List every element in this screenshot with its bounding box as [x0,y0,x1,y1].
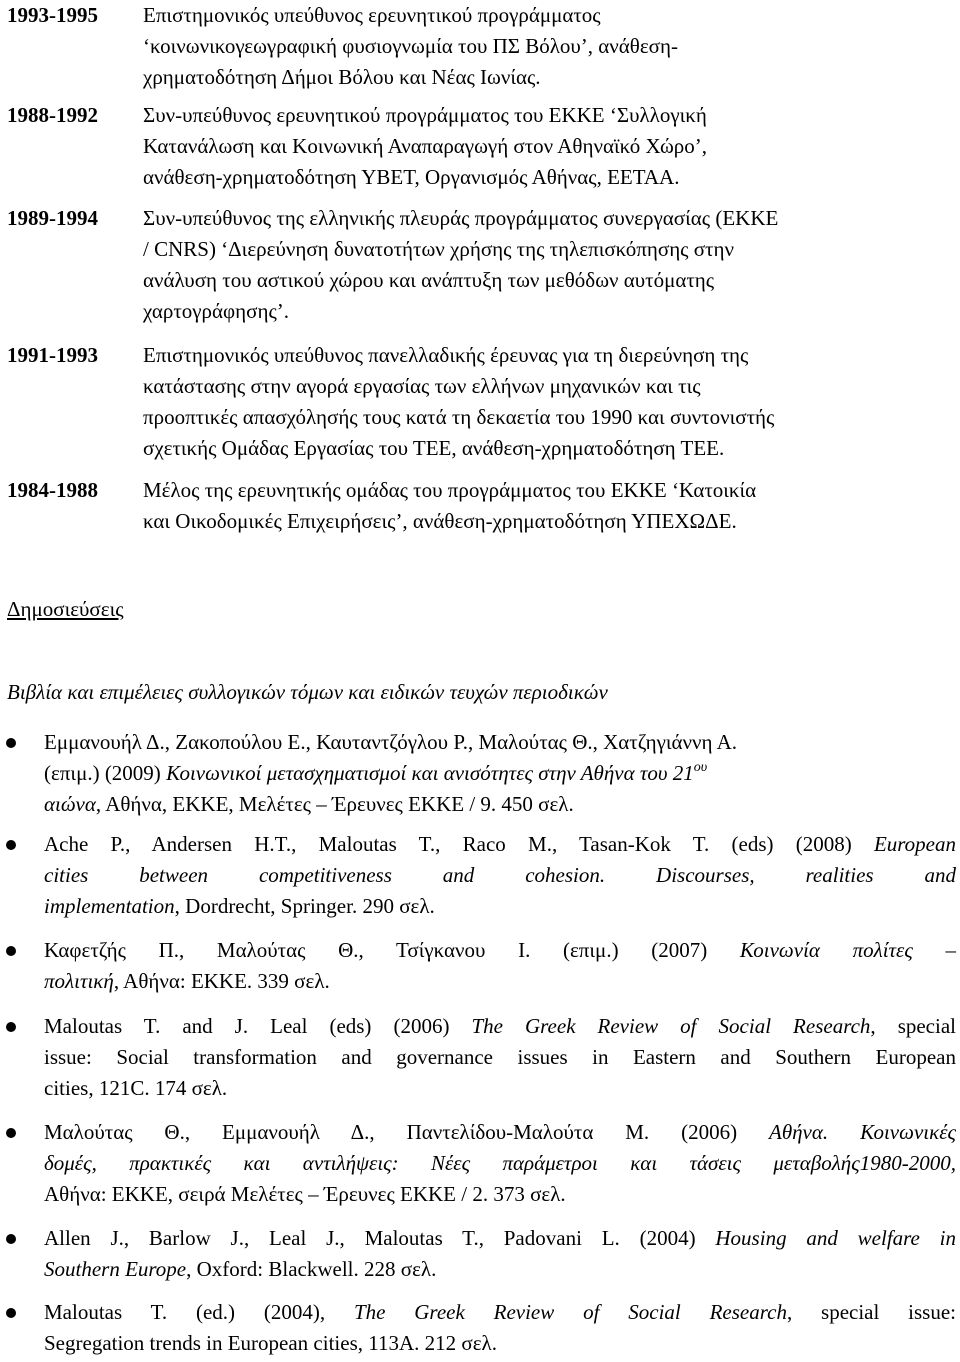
publication-line [44,1254,956,1285]
publication-line: issue: Social transformation and governance issues in Eastern and Southern European [44,1045,956,1069]
publication-title: δομές, πρακτικές και αντιλήψεις: Νέες παράμετροι και τάσεις μεταβολής1980-2000, [44,1151,956,1175]
project-line: και Οικοδομικές Επιχειρήσεις’, ανάθεση-χρηματοδότηση ΥΠΕΧΩΔΕ. [143,509,737,533]
publication-line [44,1117,956,1148]
publication-line [44,789,956,820]
publication-line [44,758,956,789]
project-line: προοπτικές απασχόλησής τους κατά τη δεκαετία του 1990 και συντονιστής [143,405,775,429]
publication-text [44,727,956,820]
bullet-icon [6,1022,16,1032]
publication-text [44,829,956,922]
project-description [143,100,948,193]
publication-title: Housing and welfare in [715,1226,957,1250]
publication-text-part: Καφετζής Π., Μαλούτας Θ., Τσίγκανου Ι. (επιμ.) (2007) [44,938,740,962]
project-line: Επιστημονικός υπεύθυνος πανελλαδικής έρευνας για τη διερεύνηση της [143,343,749,367]
publication-line [44,935,956,966]
publication-line: Εμμανουήλ Δ., Ζακοπούλου Ε., Καυταντζόγλου Ρ., Μαλούτας Θ., Χατζηγιάννη Α. [44,730,737,754]
publication-title: Κοινωνικοί μετασχηματισμοί και ανισότητες στην Αθήνα του 21 [166,761,694,785]
publication-line: Segregation trends in European cities, 113A. 212 σελ. [44,1331,497,1355]
project-line: ‘κοινωνικογεωγραφική φυσιογνωμία του ΠΣ Βόλου’, ανάθεση- [143,34,678,58]
project-line: Συν-υπεύθυνος ερευνητικού προγράμματος του ΕΚΚΕ ‘Συλλογική [143,103,707,127]
publication-line [44,1148,956,1179]
publication-title: implementation [44,894,175,918]
project-description [143,340,948,464]
publication-text [44,1117,956,1210]
project-description [143,203,948,327]
bullet-icon [6,1308,16,1318]
publication-text-part: , Oxford: Blackwell. 228 σελ. [186,1257,437,1281]
publication-title: Κοινωνία πολίτες – [739,938,957,962]
books-subheading: Βιβλία και επιμέλειες συλλογικών τόμων και ειδικών τευχών περιοδικών [7,680,608,704]
project-line: Συν-υπεύθυνος της ελληνικής πλευράς προγράμματος συνεργασίας (ΕΚΚΕ [143,206,779,230]
publication-title: The Greek Review of Social Research [353,1300,787,1324]
project-line: χαρτογράφησης’. [143,299,290,323]
project-line: ανάθεση-χρηματοδότηση ΥΒΕΤ, Οργανισμός Αθήνας, ΕΕΤΑΑ. [143,165,680,189]
project-line: σχετικής Ομάδας Εργασίας του ΤΕΕ, ανάθεση-χρηματοδότηση ΤΕΕ. [143,436,725,460]
publication-text-part: , special issue: [786,1300,957,1324]
publication-line [44,966,956,997]
publication-title: αιώνα [44,792,96,816]
publication-text-part: , special [870,1014,956,1038]
project-years: 1993-1995 [7,3,98,27]
publication-text-part: , Αθήνα, ΕΚΚΕ, Μελέτες – Έρευνες ΕΚΚΕ / 9. 450 σελ. [95,792,574,816]
project-line: Κατανάλωση και Κοινωνική Αναπαραγωγή στον Αθηναϊκό Χώρο’, [143,134,708,158]
project-years: 1989-1994 [7,206,98,230]
publication-line [44,1223,956,1254]
project-line: / CNRS) ‘Διερεύνηση δυνατοτήτων χρήσης της τηλεπισκόπησης στην [143,237,734,261]
publication-title: πολιτική [44,969,114,993]
project-years: 1988-1992 [7,103,98,127]
bullet-icon [6,738,16,748]
project-line: Επιστημονικός υπεύθυνος ερευνητικού προγράμματος [143,3,601,27]
bullet-icon [6,1128,16,1138]
publication-text-part: (επιμ.) (2009) [44,761,167,785]
project-line: χρηματοδότηση Δήμοι Βόλου και Νέας Ιωνίας. [143,65,541,89]
project-years: 1984-1988 [7,478,98,502]
publication-line: cities, 121C. 174 σελ. [44,1076,228,1100]
superscript: ου [693,760,708,775]
publication-title: European [873,832,956,856]
publication-text [44,935,956,997]
publications-heading: Δημοσιεύσεις [7,597,124,621]
publication-title: The Greek Review of Social Research [471,1014,871,1038]
publication-text [44,1011,956,1104]
project-description [143,0,948,93]
project-line: Μέλος της ερευνητικής ομάδας του προγράμματος του ΕΚΚΕ ‘Κατοικία [143,478,757,502]
publication-line [44,891,956,922]
publication-title: Αθήνα. Κοινωνικές [769,1120,956,1144]
publication-line [44,1297,956,1328]
publication-text-part: Maloutas T. (ed.) (2004), [44,1300,354,1324]
publication-text-part: , Αθήνα: ΕΚΚΕ. 339 σελ. [113,969,330,993]
publication-text-part: Maloutas T. and J. Leal (eds) (2006) [44,1014,472,1038]
publication-text-part: Ache P., Andersen H.T., Maloutas T., Raco M., Tasan-Kok T. (eds) (2008) [44,832,874,856]
publication-text-part: , Dordrecht, Springer. 290 σελ. [174,894,435,918]
project-line: ανάλυση του αστικού χώρου και ανάπτυξη των μεθόδων αυτόματης [143,268,715,292]
project-line: κατάστασης στην αγορά εργασίας των ελλήνων μηχανικών και τις [143,374,701,398]
bullet-icon [6,840,16,850]
publication-line [44,860,956,891]
publication-line [44,1011,956,1042]
bullet-icon [6,1234,16,1244]
publication-title: cities between competitiveness and cohesion. Discourses, realities and [44,863,956,887]
project-years: 1991-1993 [7,343,98,367]
publication-text-part: Allen J., Barlow J., Leal J., Maloutas T., Padovani L. (2004) [44,1226,716,1250]
bullet-icon [6,946,16,956]
publication-line [44,829,956,860]
publication-title: Southern Europe [44,1257,187,1281]
publication-text [44,1223,956,1285]
project-description [143,475,948,537]
publication-line: Αθήνα: ΕΚΚΕ, σειρά Μελέτες – Έρευνες ΕΚΚΕ / 2. 373 σελ. [44,1182,566,1206]
publication-text-part: Μαλούτας Θ., Εμμανουήλ Δ., Παντελίδου-Μαλούτα Μ. (2006) [44,1120,769,1144]
publication-text [44,1297,956,1359]
